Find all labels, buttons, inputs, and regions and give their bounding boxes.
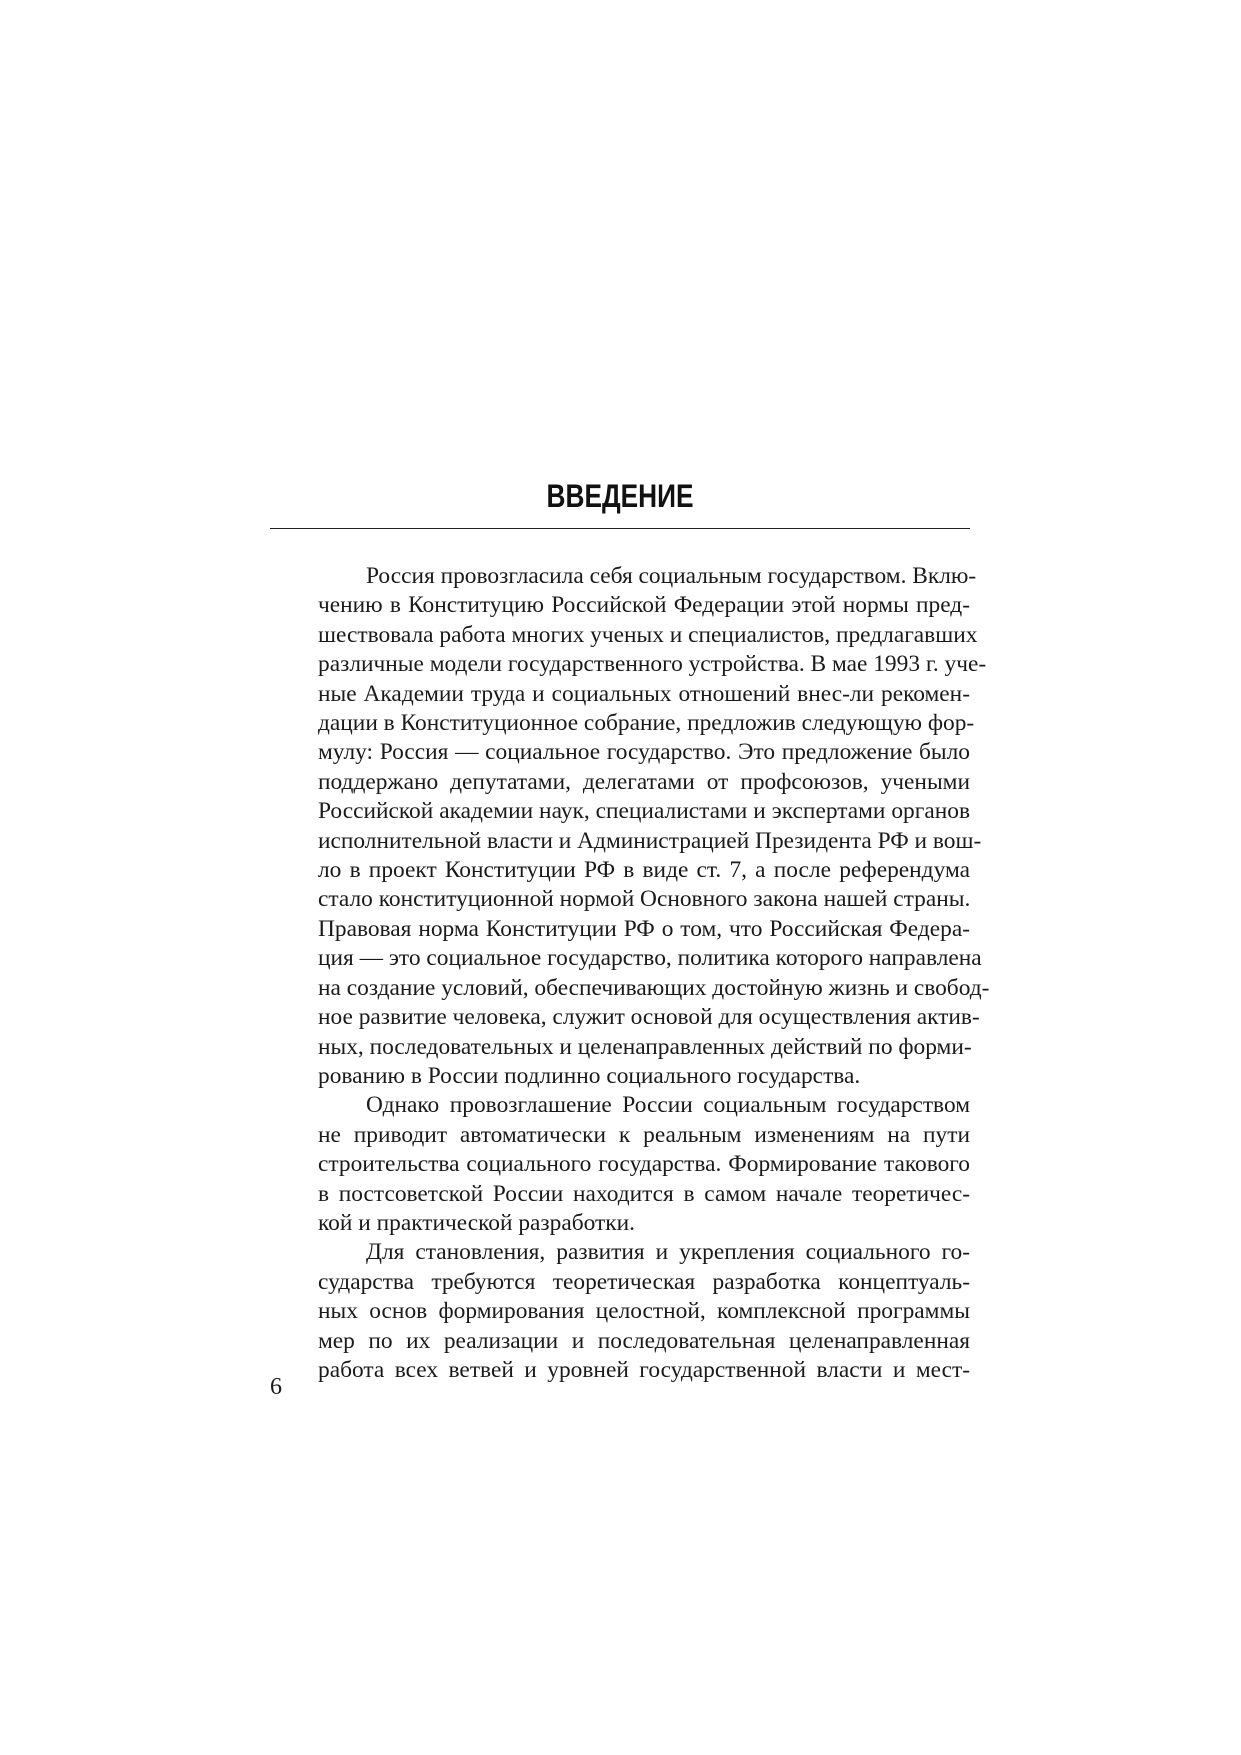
text-line: сударства требуются теоретическая разработка концептуаль- xyxy=(318,1268,970,1295)
text-line: дации в Конституционное собрание, предложив следующую фор- xyxy=(318,710,975,737)
text-line: кой и практической разработки. xyxy=(318,1209,635,1236)
text-line: мер по их реализации и последовательная целенаправленная xyxy=(318,1327,970,1354)
text-line: поддержано депутатами, делегатами от профсоюзов, учеными xyxy=(318,768,970,795)
text-line: стало конституционной нормой Основного закона нашей страны. xyxy=(318,886,971,913)
text-line: ных основ формирования целостной, комплексной программы xyxy=(318,1298,970,1325)
text-line: ло в проект Конституции РФ в виде ст. 7, а после референдума xyxy=(318,857,970,884)
text-line: в постсоветской России находится в самом начале теоретичес- xyxy=(318,1180,970,1207)
text-line: мулу: Россия — социальное государство. Это предложение было xyxy=(318,739,970,766)
text-line: исполнительной власти и Администрацией Президента РФ и вош- xyxy=(318,827,982,854)
text-line: Россия провозгласила себя социальным государством. Вклю- xyxy=(366,563,977,589)
text-line: чению в Конституцию Российской Федерации этой нормы пред- xyxy=(318,592,970,619)
body-text xyxy=(270,562,990,1385)
text-line: работа всех ветвей и уровней государственной власти и мест- xyxy=(318,1356,970,1383)
text-line: Правовая норма Конституции РФ о том, что Российская Федера- xyxy=(318,915,970,942)
text-line: различные модели государственного устройства. В мае 1993 г. уче- xyxy=(318,651,987,678)
text-line: Однако провозглашение России социальным государством xyxy=(366,1092,970,1119)
text-line: на создание условий, обеспечивающих достойную жизнь и свобод- xyxy=(318,974,990,1001)
paragraph-2 xyxy=(270,1091,970,1238)
text-line: ные Академии труда и социальных отношений внес-ли рекомен- xyxy=(318,680,970,707)
heading-rule xyxy=(270,528,970,529)
text-line: рованию в России подлинно социального государства. xyxy=(318,1062,861,1089)
paragraph-1 xyxy=(270,562,990,1091)
text-line: ное развитие человека, служит основой для осуществления актив- xyxy=(318,1004,980,1031)
text-line: Для становления, развития и укрепления социального го- xyxy=(366,1239,970,1266)
text-line: Российской академии наук, специалистами и экспертами органов xyxy=(318,798,970,825)
paragraph-3 xyxy=(270,1238,970,1385)
text-line: ция — это социальное государство, политика которого направлена xyxy=(318,945,982,972)
text-line: ных, последовательных и целенаправленных действий по форми- xyxy=(318,1033,972,1060)
text-line: шествовала работа многих ученых и специалистов, предлагавших xyxy=(318,621,978,648)
text-line: строительства социального государства. Формирование такового xyxy=(318,1151,970,1178)
page-number: 6 xyxy=(270,1374,282,1400)
chapter-heading: ВВЕДЕНИЕ xyxy=(546,478,694,514)
text-line: не приводит автоматически к реальным изменениям на пути xyxy=(318,1121,970,1148)
